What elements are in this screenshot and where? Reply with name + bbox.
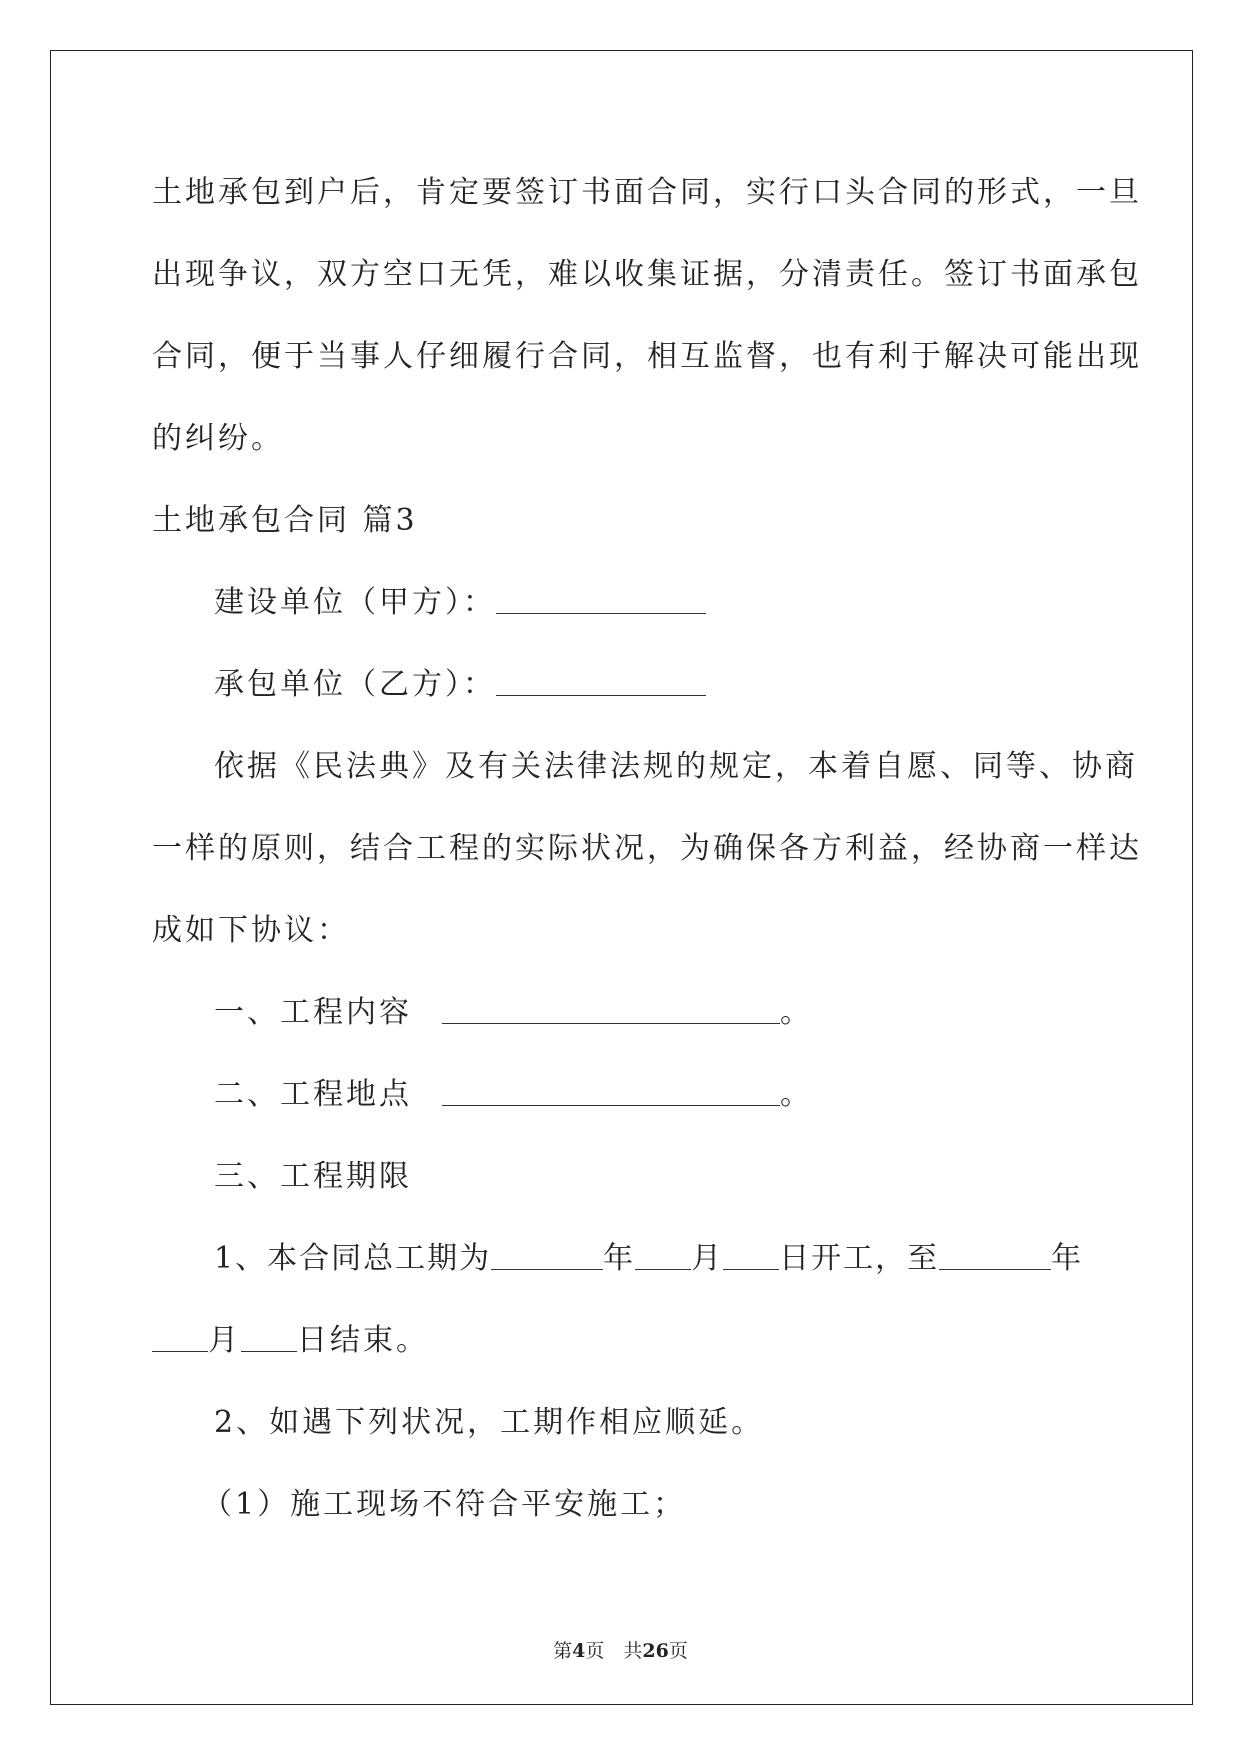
period-clause-2: 2、如遇下列状况，工期作相应顺延。 xyxy=(214,1405,765,1440)
item-content-line xyxy=(152,972,1092,1054)
period-heading: 三、工程期限 xyxy=(214,1159,412,1194)
footer-mid: 页 共 xyxy=(585,1640,643,1662)
item-content-blank xyxy=(442,1001,780,1024)
month-label: 月 xyxy=(208,1323,241,1358)
paragraph-line: 的纠纷。 xyxy=(152,421,284,456)
paragraph-line: 一样的原则，结合工程的实际状况，为确保各方利益，经协商一样达 xyxy=(152,831,1142,866)
item-location-line xyxy=(152,1054,1092,1136)
day-end-label: 日结束。 xyxy=(297,1323,429,1358)
period-clause-2-1: （1）施工现场不符合平安施工； xyxy=(202,1487,687,1522)
end-month-blank xyxy=(152,1329,208,1352)
period-mark: 。 xyxy=(780,1077,813,1112)
document-body xyxy=(152,152,1142,1546)
paragraph-line: 合同，便于当事人仔细履行合同，相互监督，也有利于解决可能出现 xyxy=(152,339,1142,374)
item-location-blank xyxy=(442,1083,780,1106)
party-b-blank xyxy=(496,673,706,696)
total-page-number: 26 xyxy=(642,1640,669,1662)
year-label: 年 xyxy=(1051,1241,1084,1276)
section-title: 土地承包合同 篇3 xyxy=(152,503,418,538)
party-b-label: 承包单位（乙方）： xyxy=(214,667,496,702)
period-clause-1 xyxy=(152,1218,1092,1300)
party-a-blank xyxy=(496,591,706,614)
item-location-label: 二、工程地点 xyxy=(214,1077,412,1112)
period-mark: 。 xyxy=(780,995,813,1030)
party-b-line xyxy=(152,644,1092,726)
period-clause-1-cont xyxy=(152,1300,1092,1382)
footer-suffix: 页 xyxy=(668,1640,688,1662)
item-content-label: 一、工程内容 xyxy=(214,995,412,1030)
day-start-label: 日开工，至 xyxy=(779,1241,940,1276)
end-day-blank xyxy=(241,1329,297,1352)
party-a-line xyxy=(152,562,1092,644)
current-page-number: 4 xyxy=(572,1640,586,1662)
end-year-blank xyxy=(939,1247,1051,1270)
paragraph-line: 成如下协议： xyxy=(152,913,350,948)
paragraph-line: 土地承包到户后，肯定要签订书面合同，实行口头合同的形式，一旦 xyxy=(152,175,1142,210)
period-clause-1-label: 1、本合同总工期为 xyxy=(214,1241,492,1276)
start-year-blank xyxy=(491,1247,603,1270)
paragraph-line: 出现争议，双方空口无凭，难以收集证据，分清责任。签订书面承包 xyxy=(152,257,1142,292)
start-month-blank xyxy=(635,1247,691,1270)
paragraph-line: 依据《民法典》及有关法律法规的规定，本着自愿、同等、协商 xyxy=(214,749,1138,784)
start-day-blank xyxy=(723,1247,779,1270)
year-label: 年 xyxy=(603,1241,636,1276)
page-number-footer xyxy=(0,1636,1241,1663)
party-a-label: 建设单位（甲方）： xyxy=(214,585,496,620)
month-label: 月 xyxy=(691,1241,724,1276)
footer-prefix: 第 xyxy=(553,1640,573,1662)
